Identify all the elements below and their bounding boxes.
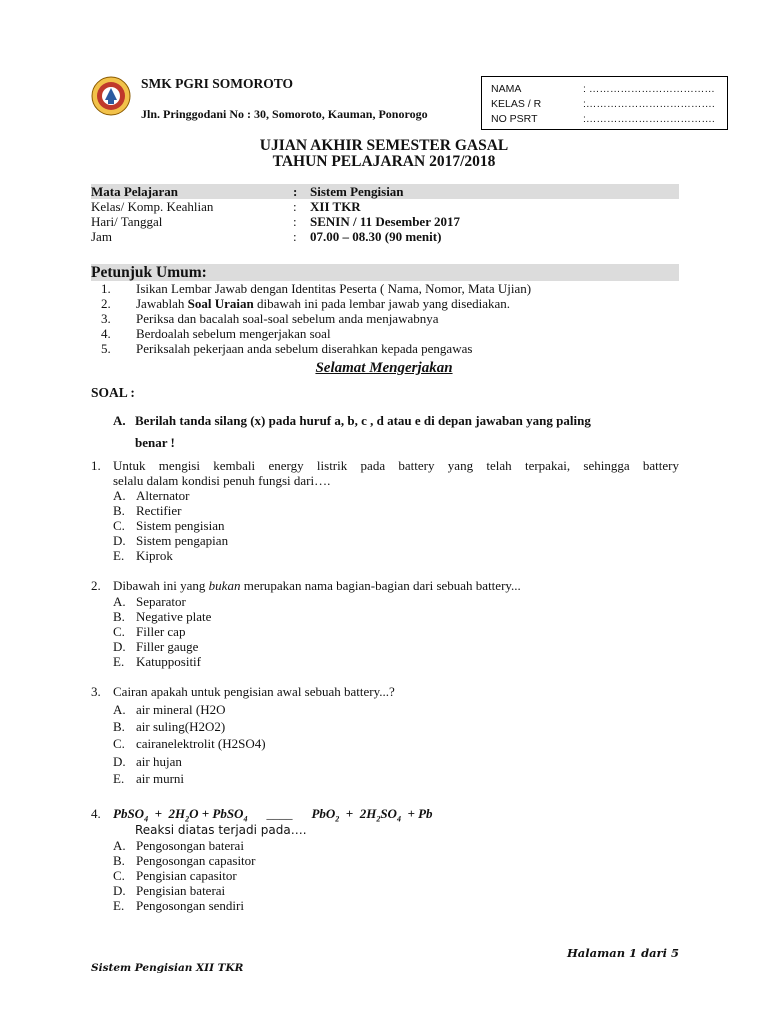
option-row (113, 609, 211, 624)
identity-blank: :………………………………. (583, 113, 715, 125)
identity-label: KELAS / R (491, 98, 542, 110)
info-label: Mata Pelajaran (91, 184, 179, 199)
identity-blank: :………………………………. (583, 98, 715, 110)
equation-products: $PbO_2 + 2H_2SO_4 + Pb$ (311, 806, 433, 824)
option-letter: B. (113, 719, 125, 734)
option-letter: B. (113, 853, 125, 868)
question-number: 2. (91, 578, 101, 593)
option-letter: D. (113, 639, 126, 654)
instruction-text-part: dibawah ini pada lembar jawab yang disediakan. (253, 296, 511, 311)
good-luck-banner: Selamat Mengerjakan (315, 360, 453, 376)
option-letter: E. (113, 898, 125, 913)
option-text: air mineral (H2O (136, 702, 226, 717)
option-row (113, 853, 256, 868)
info-label: Kelas/ Komp. Keahlian (91, 199, 214, 214)
identity-label: NAMA (491, 83, 522, 95)
option-letter: D. (113, 883, 126, 898)
option-letter: C. (113, 736, 125, 751)
section-a-instruction-cont: benar ! (135, 435, 175, 450)
option-text: Sistem pengapian (136, 533, 229, 548)
option-row (113, 488, 189, 503)
option-row (113, 898, 244, 913)
info-row-subject (91, 184, 679, 199)
instruction-number: 5. (101, 341, 111, 356)
option-letter: C. (113, 518, 125, 533)
exam-year: TAHUN PELAJARAN 2017/2018 (272, 153, 496, 170)
question-line: merupakan nama bagian-bagian dari sebuah battery... (240, 578, 521, 593)
instruction-item (101, 311, 691, 326)
identity-row-number (491, 112, 719, 127)
question-line: Untuk mengisi kembali energy listrik pada battery yang telah terpakai, sehingga battery (113, 458, 679, 473)
option-row (113, 518, 224, 533)
question-number: 1. (91, 458, 101, 473)
option-letter: B. (113, 609, 125, 624)
instruction-text (136, 296, 510, 311)
option-letter: A. (113, 488, 126, 503)
identity-blank: : ……………………………… (583, 83, 715, 95)
info-colon: : (293, 184, 298, 199)
question-line: Dibawah ini yang (113, 578, 209, 593)
option-text: Pengisian baterai (136, 883, 226, 898)
instruction-number: 3. (101, 311, 111, 326)
option-row (113, 702, 226, 717)
option-row (113, 736, 266, 751)
identity-row-class (491, 97, 719, 112)
option-row (113, 838, 244, 853)
option-letter: D. (113, 754, 126, 769)
question-number: 3. (91, 684, 101, 699)
school-crest-icon (91, 76, 131, 116)
option-text: Katuppositif (136, 654, 201, 669)
instruction-text-bold: Soal Uraian (187, 296, 254, 311)
question-line: selalu dalam kondisi penuh fungsi dari…. (113, 473, 331, 488)
instruction-number: 4. (101, 326, 111, 341)
question-3 (91, 684, 679, 699)
option-row (113, 868, 237, 883)
option-row (113, 883, 225, 898)
instruction-text: Periksa dan bacalah soal-soal sebelum anda menjawabnya (136, 311, 439, 326)
option-text: Rectifier (136, 503, 182, 518)
option-letter: C. (113, 868, 125, 883)
info-row-date (91, 214, 679, 229)
info-colon: : (293, 199, 297, 214)
instruction-number: 1. (101, 281, 111, 296)
option-text: Filler cap (136, 624, 186, 639)
footer-subject: Sistem Pengisian XII TKR (91, 962, 244, 974)
question-subtext: Reaksi diatas terjadi pada…. (135, 823, 307, 837)
option-row (113, 771, 184, 786)
option-text: Kiprok (136, 548, 173, 563)
question-line: Cairan apakah untuk pengisian awal sebuah battery...? (113, 684, 395, 699)
equation-reactants: PbSO$_4$ + $2H_2O$ + PbSO$_4$ (113, 806, 248, 824)
option-text: air murni (136, 771, 185, 786)
question-emphasis: bukan (208, 578, 241, 593)
section-letter: A. (113, 413, 126, 428)
instruction-number: 2. (101, 296, 111, 311)
option-row (113, 548, 173, 563)
option-text: Pengosongan sendiri (136, 898, 244, 913)
info-label: Jam (91, 229, 112, 244)
option-row (113, 754, 182, 769)
option-text: Separator (136, 594, 186, 609)
school-address: Jln. Pringgodani No : 30, Somoroto, Kauman, Ponorogo (141, 107, 428, 121)
instruction-item (101, 326, 691, 341)
option-row (113, 533, 228, 548)
option-letter: D. (113, 533, 126, 548)
info-row-class (91, 199, 679, 214)
info-label: Hari/ Tanggal (91, 214, 163, 229)
identity-box (481, 76, 728, 130)
option-letter: C. (113, 624, 125, 639)
question-number: 4. (91, 806, 101, 821)
instruction-text: Periksalah pekerjaan anda sebelum diserahkan kepada pengawas (136, 341, 473, 356)
info-colon: : (293, 229, 297, 244)
option-row (113, 503, 181, 518)
instruction-text: Berdoalah sebelum mengerjakan soal (136, 326, 331, 341)
instruction-item (101, 296, 691, 311)
info-value: 07.00 – 08.30 (90 menit) (310, 229, 442, 244)
option-text: air suling(H2O2) (136, 719, 226, 734)
option-text: air hujan (136, 754, 182, 769)
option-letter: A. (113, 702, 126, 717)
question-text (91, 458, 679, 473)
option-letter: E. (113, 548, 125, 563)
instructions-heading: Petunjuk Umum: (91, 264, 679, 281)
page-number: Halaman 1 dari 5 (566, 946, 679, 960)
instruction-text: Isikan Lembar Jawab dengan Identitas Peserta ( Nama, Nomor, Mata Ujian) (136, 281, 532, 296)
option-text: Pengisian capasitor (136, 868, 237, 883)
option-row (113, 624, 185, 639)
option-text: Pengosongan baterai (136, 838, 244, 853)
info-row-time (91, 229, 679, 244)
option-letter: B. (113, 503, 125, 518)
info-value: SENIN / 11 Desember 2017 (310, 214, 460, 229)
identity-row-name (491, 82, 719, 97)
identity-label: NO PSRT (491, 113, 538, 125)
instruction-item (101, 341, 691, 356)
option-letter: E. (113, 654, 125, 669)
option-row (113, 594, 186, 609)
equation-arrow: ____ (266, 806, 293, 821)
option-text: Negative plate (136, 609, 212, 624)
questions-label: SOAL : (91, 385, 135, 400)
section-instruction-text: Berilah tanda silang (x) pada huruf a, b, c , d atau e di depan jawaban yang paling (135, 413, 591, 428)
option-row (113, 639, 198, 654)
option-text: Pengosongan capasitor (136, 853, 256, 868)
question-2 (91, 578, 679, 593)
school-name: SMK PGRI SOMOROTO (141, 76, 294, 91)
info-value: Sistem Pengisian (310, 184, 404, 199)
option-letter: E. (113, 771, 125, 786)
section-a-instruction (113, 413, 683, 429)
option-letter: A. (113, 594, 126, 609)
question-1 (91, 458, 679, 488)
info-colon: : (293, 214, 297, 229)
option-text: Filler gauge (136, 639, 199, 654)
instruction-item (101, 281, 691, 296)
exam-title: UJIAN AKHIR SEMESTER GASAL (259, 137, 509, 154)
option-text: Sistem pengisian (136, 518, 225, 533)
option-text: Alternator (136, 488, 190, 503)
option-text: cairanelektrolit (H2SO4) (136, 736, 266, 751)
info-value: XII TKR (310, 199, 361, 214)
option-letter: A. (113, 838, 126, 853)
instruction-text-part: Jawablah (136, 296, 188, 311)
option-row (113, 654, 201, 669)
option-row (113, 719, 225, 734)
